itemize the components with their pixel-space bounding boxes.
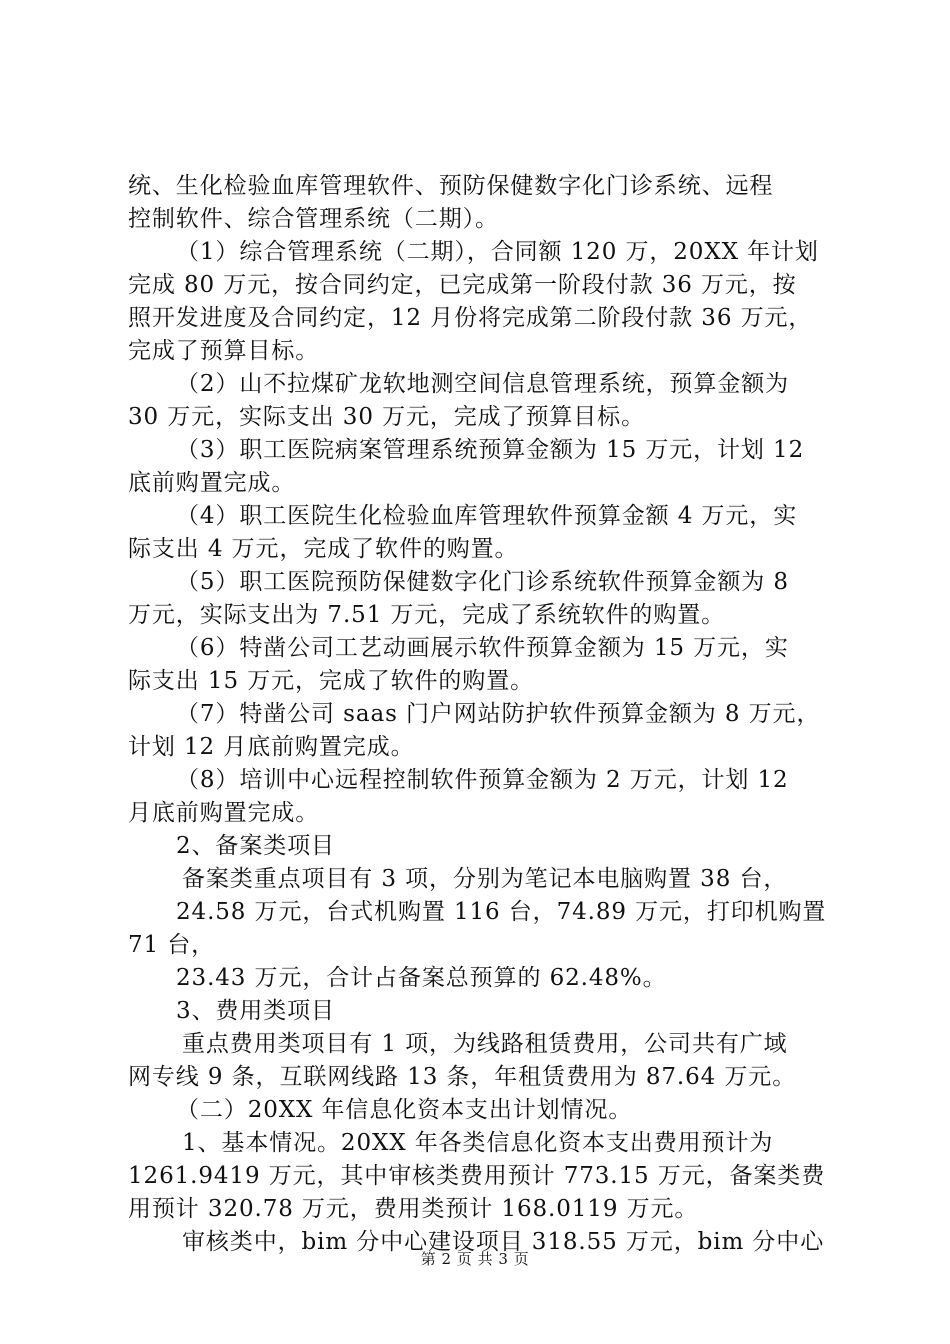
text-line: 统、生化检验血库管理软件、预防保健数字化门诊系统、远程 bbox=[128, 173, 774, 199]
text-line: 完成了预算目标。 bbox=[128, 338, 320, 364]
text-line: 照开发进度及合同约定，12 月份将完成第二阶段付款 36 万元， bbox=[128, 305, 813, 331]
page-number-label: 第 2 页 共 3 页 bbox=[420, 1250, 530, 1268]
text-line: （5）职工医院预防保健数字化门诊系统软件预算金额为 8 bbox=[176, 569, 789, 595]
text-line: 1、基本情况。20XX 年各类信息化资本支出费用预计为 bbox=[182, 1130, 774, 1156]
text-line: （6）特凿公司工艺动画展示软件预算金额为 15 万元，实 bbox=[176, 635, 789, 661]
section-heading: 2、备案类项目 bbox=[176, 833, 335, 859]
text-line: 控制软件、综合管理系统（二期）。 bbox=[128, 206, 499, 232]
text-line: 计划 12 月底前购置完成。 bbox=[128, 734, 415, 760]
text-line: 30 万元，实际支出 30 万元，完成了预算目标。 bbox=[128, 404, 645, 430]
section-heading: （二）20XX 年信息化资本支出计划情况。 bbox=[176, 1097, 633, 1123]
text-line: （2）山不拉煤矿龙软地测空间信息管理系统，预算金额为 bbox=[176, 371, 790, 397]
text-line: 万元，实际支出为 7.51 万元，完成了系统软件的购置。 bbox=[128, 602, 726, 628]
text-line: （3）职工医院病案管理系统预算金额为 15 万元，计划 12 bbox=[176, 437, 805, 463]
document-body bbox=[128, 170, 833, 1259]
text-line: （1）综合管理系统（二期），合同额 120 万，20XX 年计划 bbox=[176, 239, 819, 265]
text-line: 71 台， bbox=[128, 932, 216, 958]
text-line: 完成 80 万元，按合同约定，已完成第一阶段付款 36 万元，按 bbox=[128, 272, 797, 298]
text-line: 24.58 万元，台式机购置 116 台，74.89 万元，打印机购置 bbox=[176, 899, 827, 925]
text-line: 23.43 万元，合计占备案总预算的 62.48%。 bbox=[176, 965, 667, 991]
text-line: 重点费用类项目有 1 项，为线路租赁费用，公司共有广域 bbox=[182, 1031, 788, 1057]
text-line: （7）特凿公司 saas 门户网站防护软件预算金额为 8 万元， bbox=[176, 701, 821, 727]
text-line: （4）职工医院生化检验血库管理软件预算金额 4 万元，实 bbox=[176, 503, 798, 529]
text-line: 月底前购置完成。 bbox=[128, 800, 320, 826]
section-heading: 3、费用类项目 bbox=[176, 998, 335, 1024]
text-line: 1261.9419 万元，其中审核类费用预计 773.15 万元，备案类费 bbox=[128, 1163, 826, 1189]
text-line: 底前购置完成。 bbox=[128, 470, 296, 496]
text-line: 审核类中，bim 分中心建设项目 318.55 万元，bim 分中心 bbox=[182, 1229, 825, 1255]
text-line: 用预计 320.78 万元，费用类预计 168.0119 万元。 bbox=[128, 1196, 699, 1222]
text-line: 际支出 15 万元，完成了软件的购置。 bbox=[128, 668, 534, 694]
page-footer bbox=[0, 1248, 950, 1269]
text-line: （8）培训中心远程控制软件预算金额为 2 万元，计划 12 bbox=[176, 767, 789, 793]
text-line: 备案类重点项目有 3 项，分别为笔记本电脑购置 38 台， bbox=[182, 866, 788, 892]
text-line: 际支出 4 万元，完成了软件的购置。 bbox=[128, 536, 519, 562]
text-line: 网专线 9 条，互联网线路 13 条，年租赁费用为 87.64 万元。 bbox=[128, 1064, 797, 1090]
